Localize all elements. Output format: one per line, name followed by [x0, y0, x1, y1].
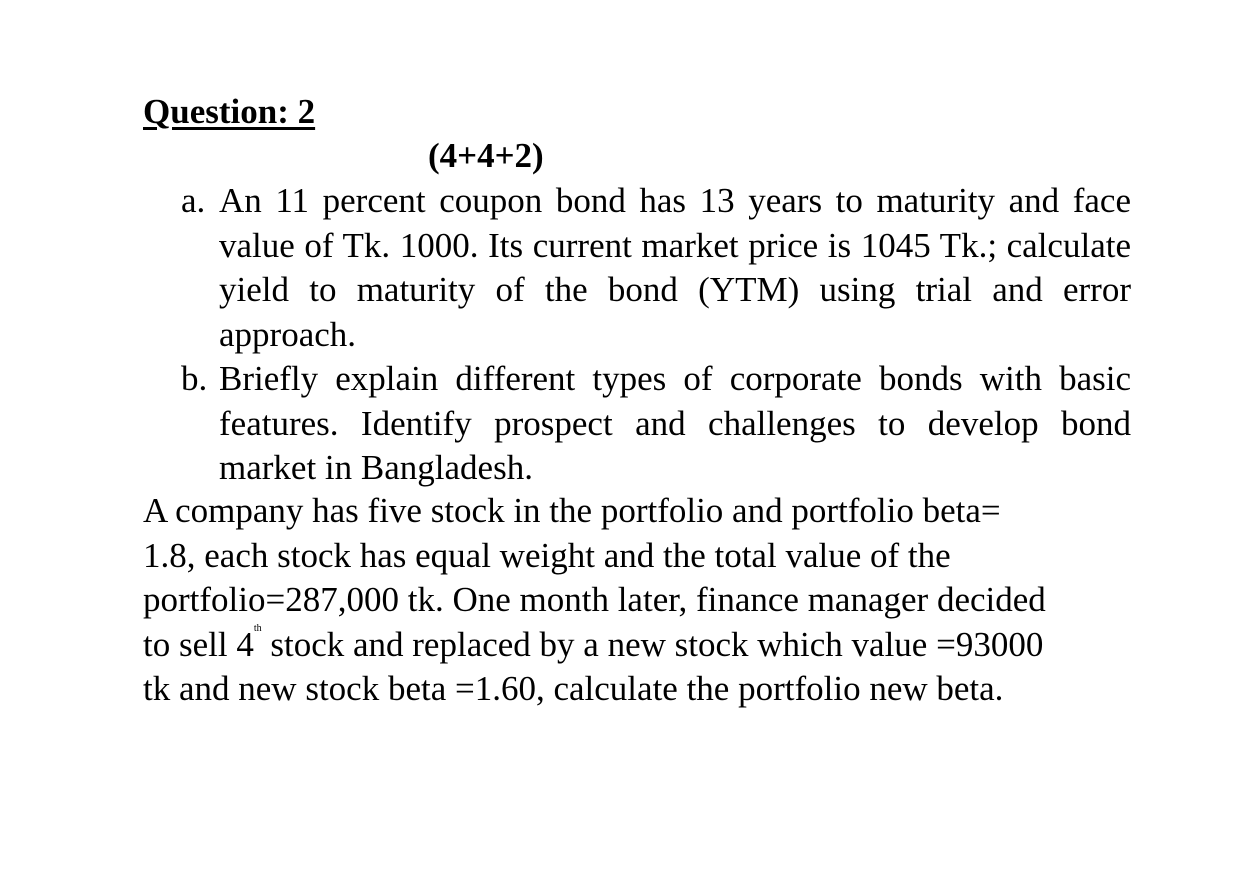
problem-line: A company has five stock in the portfolio and portfolio beta= [143, 491, 1001, 530]
problem-line-text: to sell 4 [143, 624, 254, 664]
marks-distribution: (4+4+2) [428, 136, 544, 175]
sub-question-text: Briefly explain different types of corporate bonds with basic features. Identify prospect and challenges to develop bond market in Bangladesh. [219, 359, 1131, 487]
problem-line: tk and new stock beta =1.60, calculate the portfolio new beta. [143, 669, 1004, 708]
problem-line-text: stock and replaced by a new stock which value =93000 [261, 624, 1044, 664]
sub-question-marker: a. [181, 181, 206, 220]
problem-line: 1.8, each stock has equal weight and the total value of the [143, 535, 951, 575]
sub-question-list [181, 179, 1131, 491]
sub-question-text: An 11 percent coupon bond has 13 years to maturity and face value of Tk. 1000. Its current market price is 1045 Tk.; calculate yield to maturity of the bond (YTM) using trial and error approach. [219, 181, 1131, 354]
sub-question-b [181, 357, 1131, 491]
portfolio-beta-problem [143, 489, 1133, 712]
problem-line [143, 623, 1133, 668]
sub-question-marker: b. [181, 359, 208, 398]
question-title: Question: 2 [143, 92, 316, 131]
problem-line: portfolio=287,000 tk. One month later, finance manager decided [143, 580, 1046, 619]
ordinal-suffix: th [253, 622, 262, 634]
sub-question-a [181, 179, 1131, 357]
